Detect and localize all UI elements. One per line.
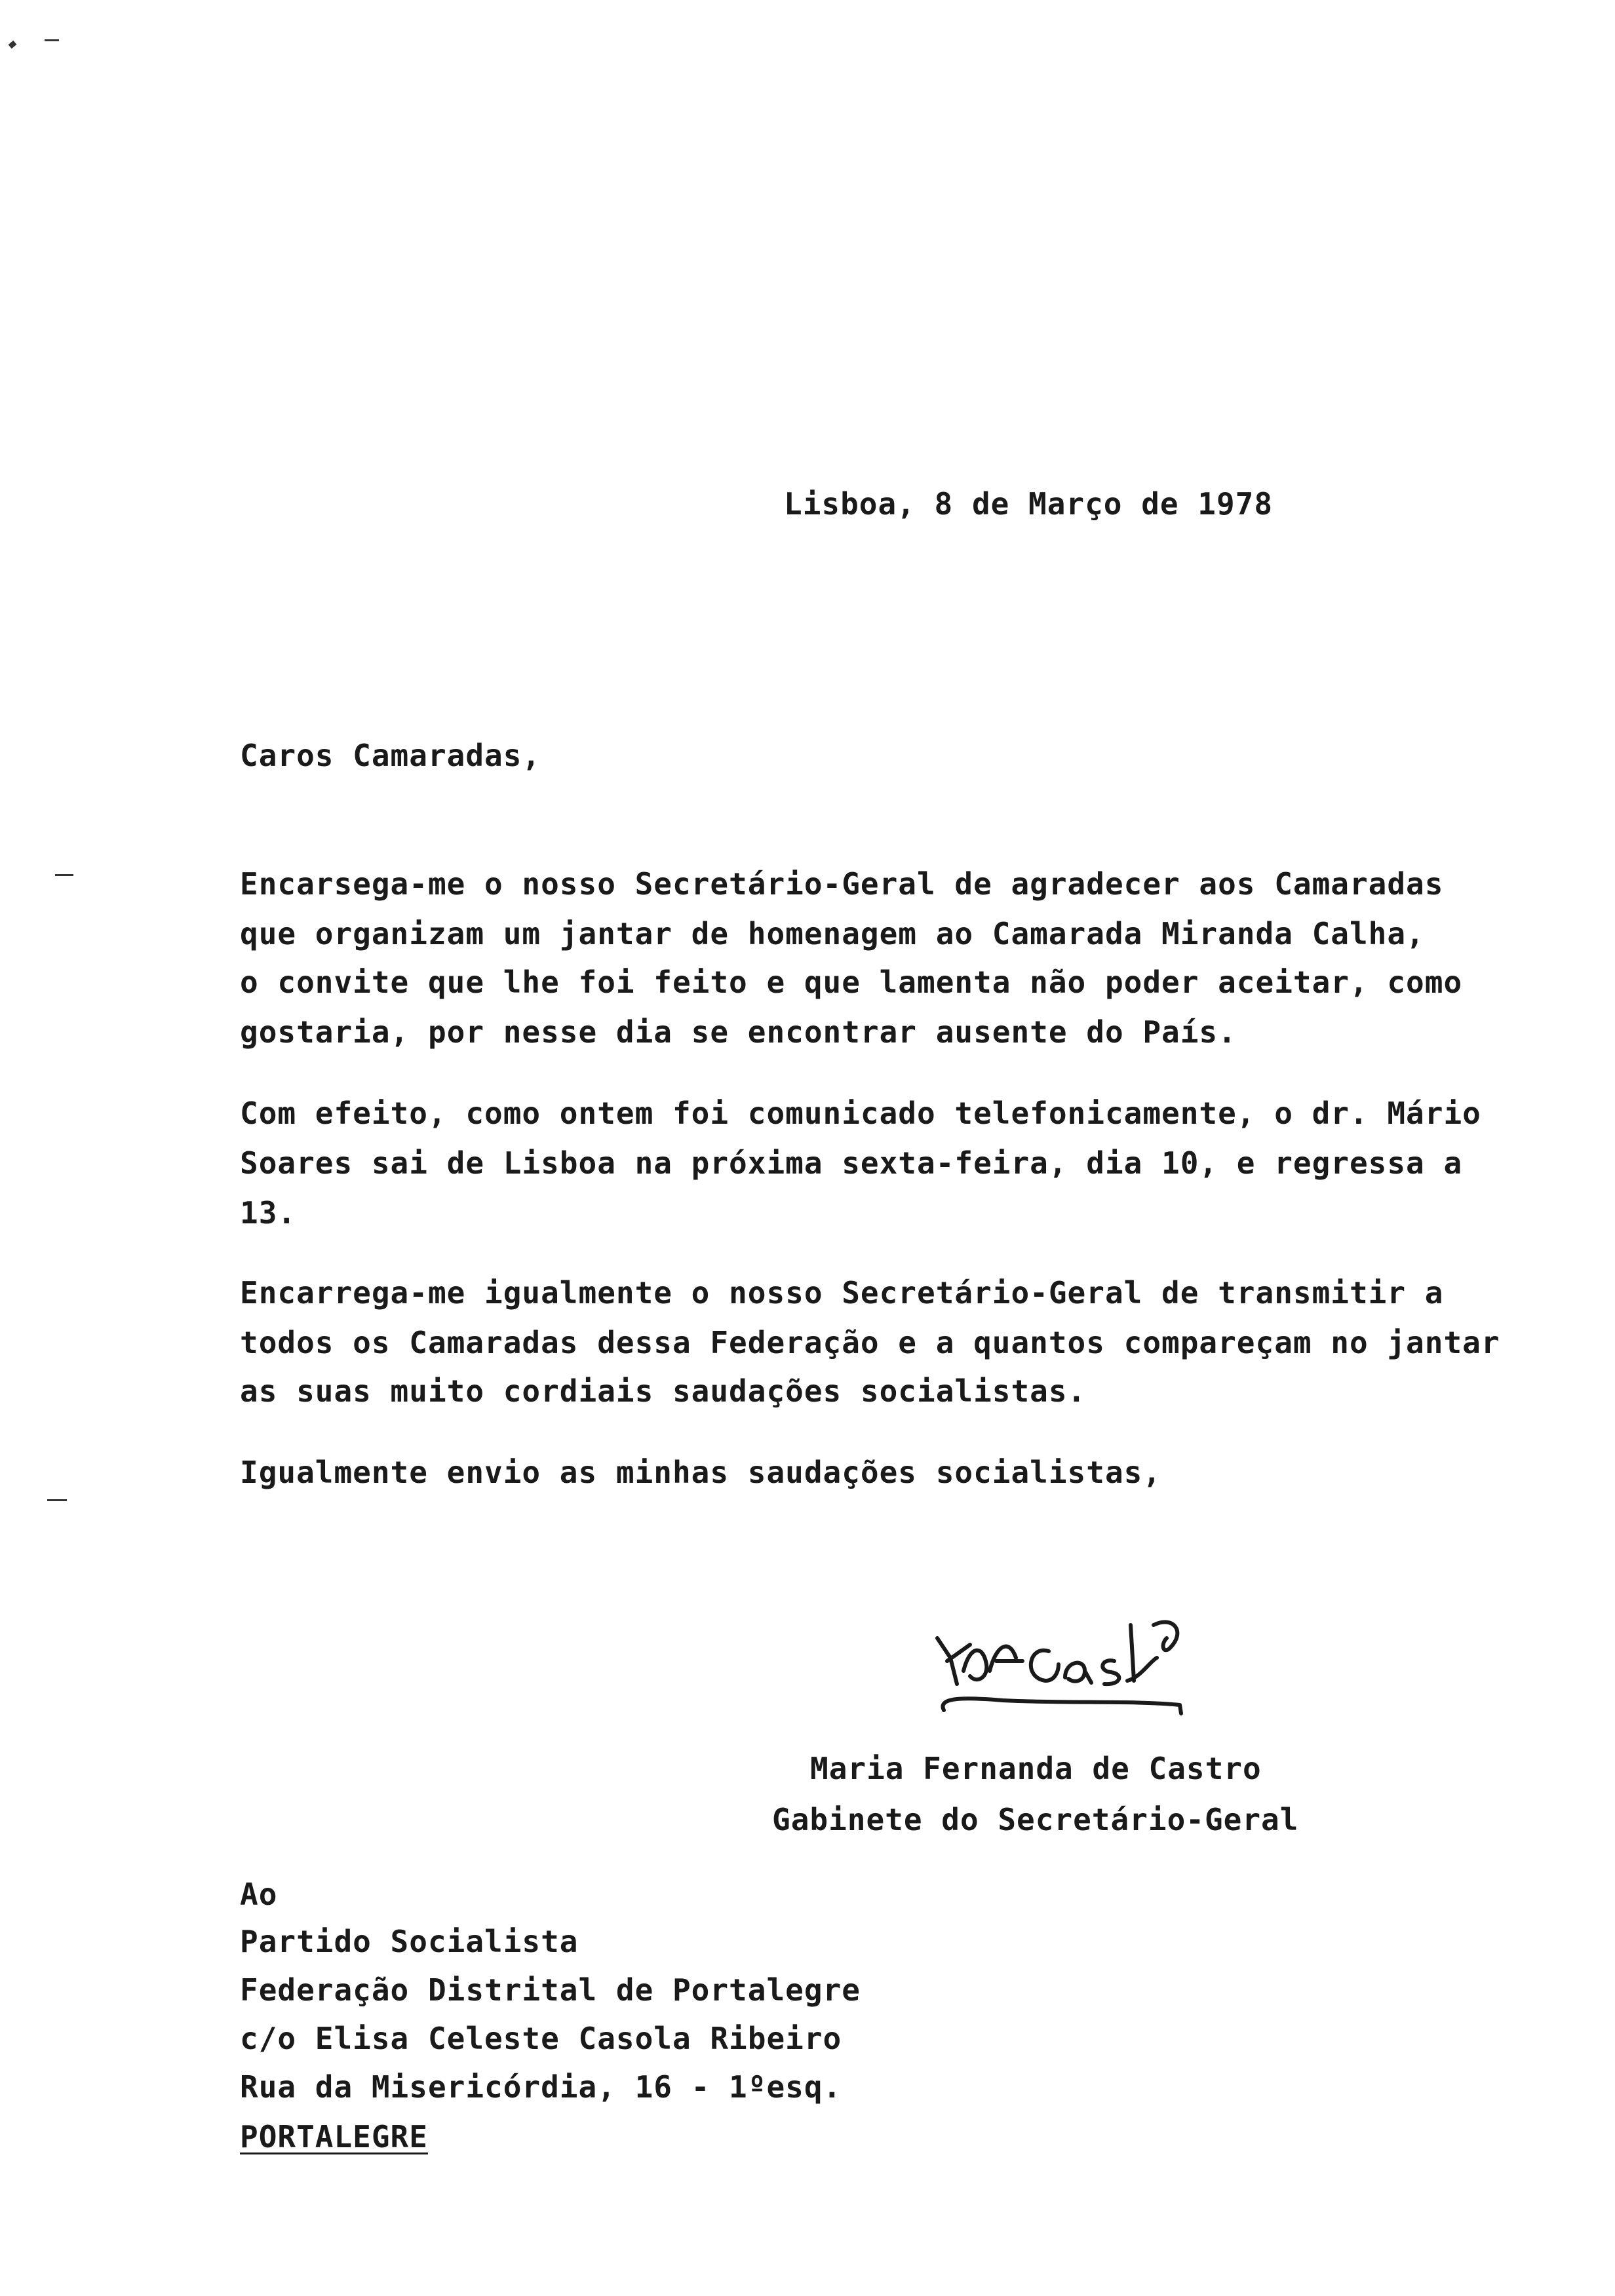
date-line: Lisboa, 8 de Março de 1978	[784, 486, 1274, 522]
address-line-1: Ao	[240, 1877, 278, 1912]
paragraph-3-line-1: Encarrega-me igualmente o nosso Secretário-Geral de transmitir a	[240, 1275, 1444, 1311]
address-city: PORTALEGRE	[240, 2119, 428, 2154]
address-line-5: Rua da Misericórdia, 16 - 1ºesq.	[240, 2069, 842, 2105]
address-line-3: Federação Distrital de Portalegre	[240, 1972, 861, 2008]
margin-mark-left-1	[55, 874, 73, 876]
paragraph-2-line-1: Com efeito, como ontem foi comunicado telefonicamente, o dr. Mário	[240, 1096, 1481, 1131]
paragraph-1-line-4: gostaria, por nesse dia se encontrar ausente do País.	[240, 1014, 1237, 1050]
paragraph-2-line-3: 13.	[240, 1195, 297, 1231]
paragraph-1-line-2: que organizam um jantar de homenagem ao Camarada Miranda Calha,	[240, 916, 1425, 951]
signer-title: Gabinete do Secretário-Geral	[772, 1802, 1299, 1837]
paragraph-1-line-3: o convite que lhe foi feito e que lamenta não poder aceitar, como	[240, 965, 1463, 1000]
paragraph-1-line-1: Encarsega-me o nosso Secretário-Geral de agradecer aos Camaradas	[240, 866, 1444, 902]
address-line-4: c/o Elisa Celeste Casola Ribeiro	[240, 2021, 842, 2056]
handwritten-signature	[924, 1599, 1199, 1730]
paragraph-4-line-1: Igualmente envio as minhas saudações socialistas,	[240, 1455, 1162, 1490]
paragraph-2-line-2: Soares sai de Lisboa na próxima sexta-feira, dia 10, e regressa a	[240, 1145, 1463, 1181]
salutation: Caros Camaradas,	[240, 738, 541, 773]
margin-mark-top-left	[9, 41, 17, 49]
margin-mark-top-left-2	[45, 39, 59, 41]
paragraph-3-line-2: todos os Camaradas dessa Federação e a quantos compareçam no jantar	[240, 1325, 1500, 1360]
margin-mark-left-2	[47, 1499, 67, 1501]
signer-name: Maria Fernanda de Castro	[810, 1751, 1262, 1786]
paragraph-3-line-3: as suas muito cordiais saudações socialistas.	[240, 1373, 1087, 1409]
address-line-2: Partido Socialista	[240, 1924, 579, 1959]
